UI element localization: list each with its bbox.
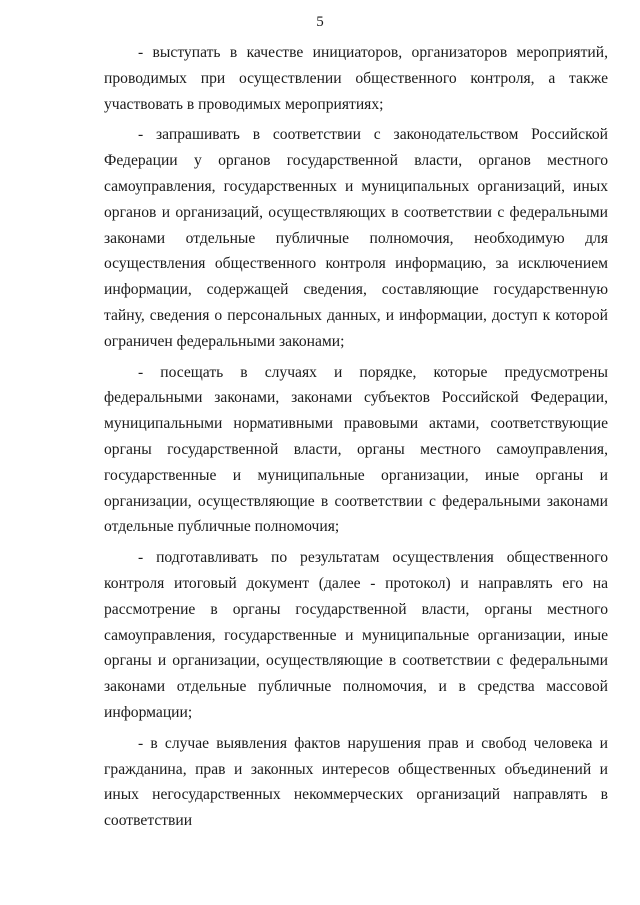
paragraph-request-information: - запрашивать в соответствии с законодательством Российской Федерации у органов государственной власти, органов местного самоуправления, государственных и муниципальных организаций, иных органов и организаций, осуществляющих в соответствии с федеральными законами отдельные публичные полномочия, необходимую для осуществления общественного контроля информацию, за исключением информации, содержащей сведения, составляющие государственную тайну, сведения о персональных данных, и информации, доступ к которой ограничен федеральными законами; [104,126,608,350]
paragraph-prepare-protocol: - подготавливать по результатам осуществления общественного контроля итоговый документ (далее - протокол) и направлять его на рассмотрение в органы государственной власти, органы местного самоуправления, государственные и муниципальные организации, иные органы и организации, осуществляющие в соответствии с федеральными законами отдельные публичные полномочия, и в средства массовой информации; [104,549,608,721]
paragraph-visit-bodies: - посещать в случаях и порядке, которые предусмотрены федеральными законами, законами субъектов Российской Федерации, муниципальными нормативными правовыми актами, соответствующие органы государственной власти, органы местного самоуправления, государственные и муниципальные организации, иные органы и организации, осуществляющие в соответствии с федеральными законами отдельные публичные полномочия; [104,363,608,536]
paragraph-violations: - в случае выявления фактов нарушения прав и свобод человека и гражданина, прав и законных интересов общественных объединений и иных негосударственных некоммерческих организаций направлять в соответствии [104,734,608,830]
document-body [104,40,608,834]
page-number: 5 [316,14,324,30]
paragraph-initiate-events: - выступать в качестве инициаторов, организаторов мероприятий, проводимых при осуществлении общественного контроля, а также участвовать в проводимых мероприятиях; [104,44,608,113]
